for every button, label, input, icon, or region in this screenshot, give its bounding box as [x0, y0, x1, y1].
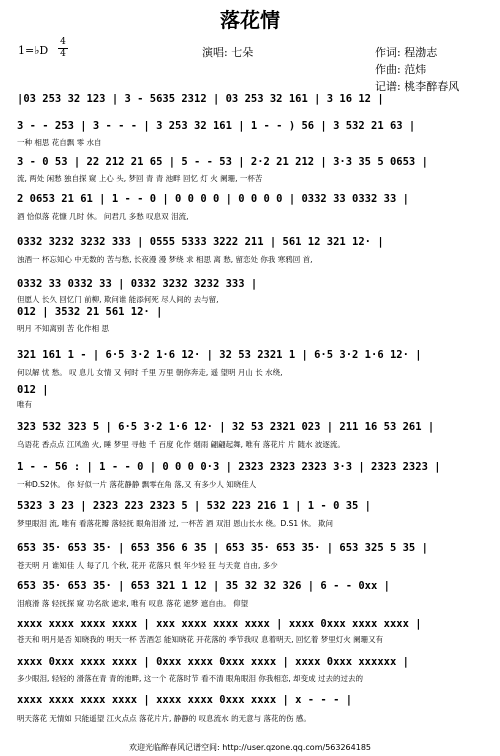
lyric-row: 明月 不知离别 苦 化作相 思 [17, 324, 110, 333]
lyric-row: 唯有 [17, 400, 32, 409]
notation-row: 012 | [17, 384, 49, 396]
footer-credit: 欢迎光临醉春风记谱空间: http://user.qzone.qq.com/563264185 [129, 743, 371, 752]
lyric-row: 流, 两处 闲愁 独自探 窥 上心 头, 梦回 青 青 池畔 回忆 灯 火 阑珊, 一杯苦 [17, 174, 263, 183]
notation-row: 323 532 323 5 | 6·5 3·2 1·6 12· | 32 53 2321 023 | 211 16 53 261 | [17, 421, 435, 433]
lyric-row: 梦里眼泪 流, 唯有 看落花瓣 落轻抚 眼角泪滑 过, 一杯苦 酒 双泪 恩山长水 绕。D.S1 休。 欺问 [17, 519, 333, 528]
lyric-row: 酒 恰似落 花慷 几时 休。 问君几 多愁 叹息双 泪流, [17, 212, 189, 221]
composer-credit: 作曲: 范炜 [375, 63, 427, 76]
time-signature-top: 4 [60, 37, 66, 47]
lyric-row: 何以解 忧 愁。 叹 息儿 女情 又 何时 千里 万里 朝你奔走, 遥 望明 月山 长 水绕, [17, 368, 283, 377]
time-signature-bottom: 4 [60, 49, 66, 59]
time-signature [58, 38, 68, 59]
notation-row: 1 - - 56 : | 1 - - 0 | 0 0 0 0·3 | 2323 2323 2323 3·3 | 2323 2323 | [17, 461, 441, 473]
notation-row: 321 161 1 - | 6·5 3·2 1·6 12· | 32 53 2321 1 | 6·5 3·2 1·6 12· | [17, 349, 422, 361]
notation-row: xxxx xxxx xxxx xxxx | xxxx xxxx 0xxx xxxx | x - - - | [17, 694, 353, 706]
notation-row: xxxx 0xxx xxxx xxxx | 0xxx xxxx 0xxx xxxx | xxxx 0xxx xxxxxx | [17, 656, 409, 668]
notation-row: 0332 3232 3232 333 | 0555 5333 3222 211 | 561 12 321 12· | [17, 236, 384, 248]
lyric-row: 苍天和 明月是否 知晓我的 明天一杯 苦酒怎 能知晓花 开花落的 季节我叹 息着明天, 回忆着 梦里灯火 阑珊又有 [17, 635, 384, 644]
notation-row: |03 253 32 123 | 3 - 5635 2312 | 03 253 32 161 | 3 16 12 | [17, 93, 384, 105]
notation-row: 3 - - 253 | 3 - - - | 3 253 32 161 | 1 - - ) 56 | 3 532 21 63 | [17, 120, 416, 132]
singer-credit: 演唱: 七朵 [202, 46, 254, 59]
lyric-row: 一种 相思 花自飘 零 水自 [17, 138, 102, 147]
notation-row: 012 | 3532 21 561 12· | [17, 306, 163, 318]
transcriber-credit: 记谱: 桃李醉春风 [375, 80, 460, 93]
song-title: 落花情 [220, 8, 280, 32]
key-signature: 1=♭D [18, 44, 49, 57]
lyric-row: 浊酒一 杯忘知心 中无数的 苦与愁, 长夜漫 漫 梦绕 求 相思 离 愁, 留恋处 你我 寒鸦回 首, [17, 255, 313, 264]
notation-row: 5323 3 23 | 2323 223 2323 5 | 532 223 216 1 | 1 - 0 35 | [17, 500, 372, 512]
notation-row: 2 0653 21 61 | 1 - - 0 | 0 0 0 0 | 0 0 0 0 | 0332 33 0332 33 | [17, 193, 409, 205]
notation-row: 653 35· 653 35· | 653 356 6 35 | 653 35· 653 35· | 653 325 5 35 | [17, 542, 428, 554]
notation-row: 3 - 0 53 | 22 212 21 65 | 5 - - 53 | 2·2 21 212 | 3·3 35 5 0653 | [17, 156, 428, 168]
lyric-row: 多少眼泪, 轻轻的 滑落在青 青的池畔, 这一个 花落时节 看不清 眼角眼泪 你我相恋, 却变成 过去的过去的 [17, 674, 363, 683]
notation-row: xxxx xxxx xxxx xxxx | xxx xxxx xxxx xxxx | xxxx 0xxx xxxx xxxx | [17, 618, 422, 630]
lyric-row: 乌语花 香点点 江风渔 火, 睡 梦里 寻他 千 百度 化作 烟雨 翩翩起舞, 唯有 落花片 片 随水 波逐流。 [17, 440, 345, 449]
lyric-row: 明天落花 无情如 只能遥望 江火点点 落花片片, 静静的 叹息流水 的无意与 落花的伤 感。 [17, 714, 311, 723]
notation-row: 653 35· 653 35· | 653 321 1 12 | 35 32 32 326 | 6 - - 0xx | [17, 580, 390, 592]
lyric-row: 但愿人 长久 回忆门 前柳, 欺问谁 能添何死 尽人间的 去与留, [17, 295, 219, 304]
lyricist-credit: 作词: 程渤志 [375, 46, 438, 59]
notation-row: 0332 33 0332 33 | 0332 3232 3232 333 | [17, 278, 258, 290]
lyric-row: 泪痕滑 落 轻抚探 窥 功名欲 遮求, 唯有 叹息 落花 遮梦 遮自由。 仰望 [17, 599, 249, 608]
lyric-row: 苍天明 月 谁知佳 人 每了几 个秋, 花开 花落只 恨 年少轻 狂 与天竟 自由, 多少 [17, 561, 278, 570]
lyric-row: 一种D.S2休。 你 好似一片 落花静静 飘零在角 落,又 有多少人 知晓佳人 [17, 480, 257, 489]
